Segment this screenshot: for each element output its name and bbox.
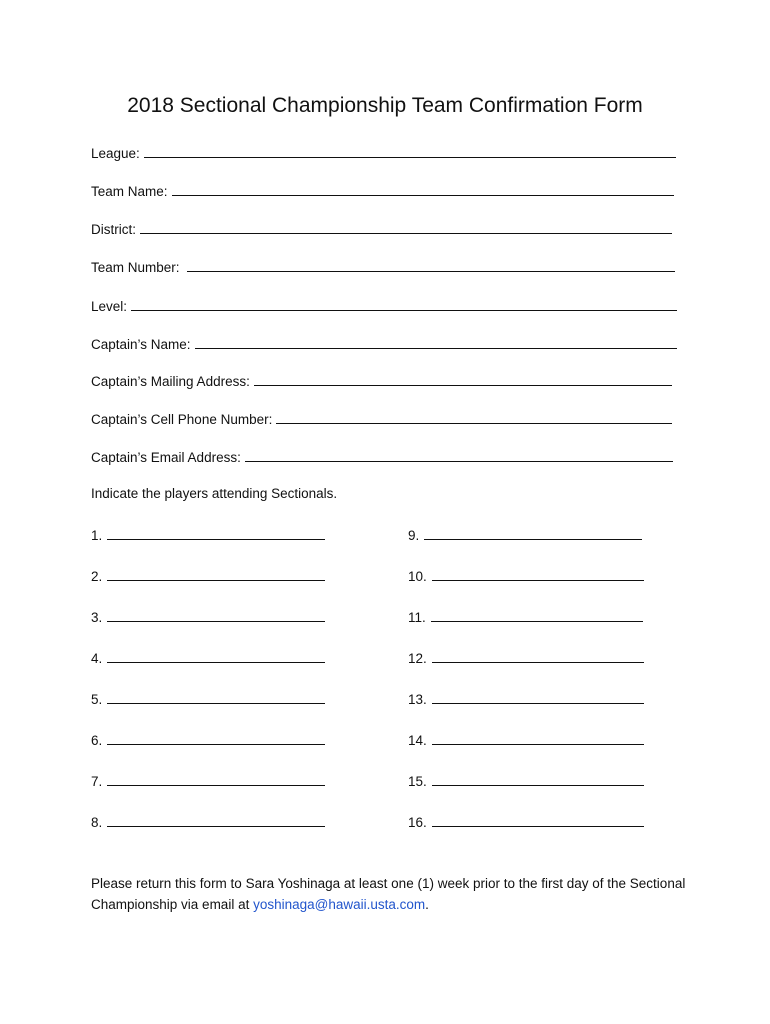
level-field[interactable] xyxy=(91,298,677,318)
player-number: 8. xyxy=(91,815,103,830)
player-entry-1[interactable] xyxy=(91,527,325,547)
player-input-line[interactable] xyxy=(432,650,644,663)
captain-mailing-address-input-line[interactable] xyxy=(254,373,672,386)
player-entry-3[interactable] xyxy=(91,609,325,629)
player-number: 13. xyxy=(408,692,427,707)
district-input-line[interactable] xyxy=(140,221,672,234)
player-number: 10. xyxy=(408,569,427,584)
captain-name-input-line[interactable] xyxy=(195,336,677,349)
player-number: 7. xyxy=(91,774,103,789)
player-number: 2. xyxy=(91,569,103,584)
player-entry-11[interactable] xyxy=(408,609,643,629)
player-entry-5[interactable] xyxy=(91,691,325,711)
player-number: 11. xyxy=(408,610,426,625)
player-number: 6. xyxy=(91,733,103,748)
team-number-input-line[interactable] xyxy=(187,259,675,272)
field-label: Captain’s Email Address: xyxy=(91,450,241,465)
player-input-line[interactable] xyxy=(432,568,644,581)
player-input-line[interactable] xyxy=(424,527,642,540)
players-instruction: Indicate the players attending Sectionals. xyxy=(91,486,338,501)
player-number: 15. xyxy=(408,774,427,789)
player-input-line[interactable] xyxy=(107,814,325,827)
player-entry-14[interactable] xyxy=(408,732,644,752)
player-entry-15[interactable] xyxy=(408,773,644,793)
player-input-line[interactable] xyxy=(432,773,644,786)
contact-email-link[interactable]: yoshinaga@hawaii.usta.com xyxy=(253,897,426,912)
player-number: 1. xyxy=(91,528,103,543)
player-input-line[interactable] xyxy=(107,650,325,663)
player-input-line[interactable] xyxy=(431,609,643,622)
field-label: Team Number: xyxy=(91,260,180,275)
player-input-line[interactable] xyxy=(107,527,325,540)
player-entry-9[interactable] xyxy=(408,527,642,547)
player-entry-7[interactable] xyxy=(91,773,325,793)
player-input-line[interactable] xyxy=(432,732,644,745)
field-label: Captain’s Name: xyxy=(91,337,191,352)
player-number: 5. xyxy=(91,692,103,707)
field-label: Captain’s Mailing Address: xyxy=(91,374,250,389)
level-input-line[interactable] xyxy=(131,298,677,311)
league-input-line[interactable] xyxy=(144,145,676,158)
player-number: 14. xyxy=(408,733,427,748)
district-field[interactable] xyxy=(91,221,672,241)
player-entry-6[interactable] xyxy=(91,732,325,752)
player-number: 16. xyxy=(408,815,427,830)
captain-email-field[interactable] xyxy=(91,449,673,469)
player-number: 4. xyxy=(91,651,103,666)
player-entry-4[interactable] xyxy=(91,650,325,670)
player-entry-8[interactable] xyxy=(91,814,325,834)
field-label: Captain’s Cell Phone Number: xyxy=(91,412,273,427)
player-entry-10[interactable] xyxy=(408,568,644,588)
player-input-line[interactable] xyxy=(107,732,325,745)
player-input-line[interactable] xyxy=(107,568,325,581)
player-number: 9. xyxy=(408,528,420,543)
player-input-line[interactable] xyxy=(432,814,644,827)
captain-cell-phone-field[interactable] xyxy=(91,411,672,431)
team-number-field[interactable] xyxy=(91,259,675,279)
footer-text: Please return this form to Sara Yoshinaga at least one (1) week prior to the first day of the Sectional Championship via email at xyxy=(91,876,686,912)
footer-period: . xyxy=(425,897,429,912)
team-name-field[interactable] xyxy=(91,183,674,203)
player-entry-12[interactable] xyxy=(408,650,644,670)
player-entry-13[interactable] xyxy=(408,691,644,711)
field-label: District: xyxy=(91,222,136,237)
player-input-line[interactable] xyxy=(432,691,644,704)
return-instructions xyxy=(91,873,691,915)
player-input-line[interactable] xyxy=(107,609,325,622)
player-input-line[interactable] xyxy=(107,691,325,704)
player-entry-16[interactable] xyxy=(408,814,644,834)
page-title: 2018 Sectional Championship Team Confirmation Form xyxy=(127,94,643,117)
field-label: League: xyxy=(91,146,140,161)
player-number: 3. xyxy=(91,610,103,625)
captain-email-input-line[interactable] xyxy=(245,449,673,462)
captain-mailing-address-field[interactable] xyxy=(91,373,672,393)
player-number: 12. xyxy=(408,651,427,666)
team-name-input-line[interactable] xyxy=(172,183,674,196)
player-entry-2[interactable] xyxy=(91,568,325,588)
captain-name-field[interactable] xyxy=(91,336,677,356)
player-input-line[interactable] xyxy=(107,773,325,786)
field-label: Level: xyxy=(91,299,128,314)
captain-cell-phone-input-line[interactable] xyxy=(276,411,672,424)
field-label: Team Name: xyxy=(91,184,168,199)
league-field[interactable] xyxy=(91,145,676,165)
